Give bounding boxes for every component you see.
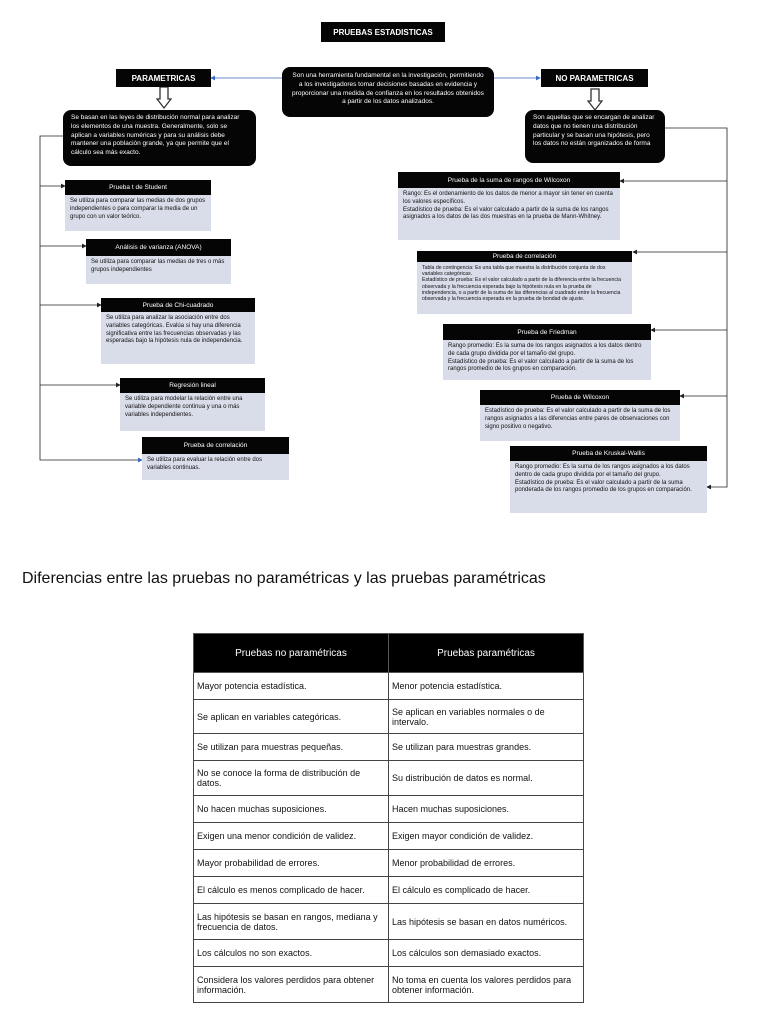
table-cell: No se conoce la forma de distribución de datos.	[194, 761, 389, 796]
table-row	[194, 967, 584, 1003]
comparison-table	[193, 633, 584, 1003]
table-cell: Su distribución de datos es normal.	[389, 761, 584, 796]
table-cell: Mayor probabilidad de errores.	[194, 850, 389, 877]
table-row	[194, 823, 584, 850]
table-cell: Considera los valores perdidos para obtener información.	[194, 967, 389, 1003]
test-name-suma-rangos-wilcoxon: Prueba de la suma de rangos de Wilcoxon	[398, 172, 620, 188]
intro-box: Son una herramienta fundamental en la investigación, permitiendo a los investigadores tomar decisiones basadas en evidencia y proporcionar una medida de confianza en los resultados obtenidos a partir de los datos analizados.	[282, 67, 494, 117]
table-row	[194, 761, 584, 796]
table-row	[194, 940, 584, 967]
table-cell: Exigen una menor condición de validez.	[194, 823, 389, 850]
table-cell: Se utilizan para muestras grandes.	[389, 734, 584, 761]
table-row	[194, 673, 584, 700]
test-desc-t-student: Se utiliza para comparar las medias de dos grupos independientes o para comparar la media de un grupo con un valor teórico.	[65, 195, 211, 231]
table-cell: Hacen muchas suposiciones.	[389, 796, 584, 823]
down-arrow-icon	[587, 88, 603, 112]
table-row	[194, 700, 584, 734]
table-row	[194, 850, 584, 877]
test-desc-chi-cuadrado: Se utiliza para analizar la asociación entre dos variables categóricas. Evalúa si hay una diferencia significativa entre las frecuencias observadas y las esperadas bajo la hipótesis nula de independencia.	[101, 312, 255, 364]
table-row	[194, 877, 584, 904]
table-cell: El cálculo es menos complicado de hacer.	[194, 877, 389, 904]
test-name-wilcoxon: Prueba de Wilcoxon	[480, 390, 680, 405]
down-arrow-icon	[156, 86, 172, 110]
test-name-chi-cuadrado: Prueba de Chi-cuadrado	[101, 298, 255, 312]
table-cell: El cálculo es complicado de hacer.	[389, 877, 584, 904]
table-row	[194, 796, 584, 823]
table-row	[194, 734, 584, 761]
test-name-t-student: Prueba t de Student	[65, 180, 211, 195]
table-cell: Se aplican en variables normales o de intervalo.	[389, 700, 584, 734]
header-parametricas: Pruebas paramétricas	[389, 634, 584, 673]
test-name-regresion-lineal: Regresión lineal	[120, 378, 265, 393]
test-desc-friedman: Rango promedio: Es la suma de los rangos asignados a los datos dentro de cada grupo dividida por el tamaño del grupo. Estadístico de prueba: Es el valor calculado a partir de la suma de los rangos promedio de los grupos en comparación.	[443, 340, 651, 380]
diagram-title: PRUEBAS ESTADISTICAS	[321, 22, 445, 42]
table-cell: Exigen mayor condición de validez.	[389, 823, 584, 850]
table-row	[194, 904, 584, 940]
header-no-parametricas: Pruebas no paramétricas	[194, 634, 389, 673]
test-desc-wilcoxon: Estadístico de prueba: Es el valor calculado a partir de la suma de los rangos asignados a las diferencias entre pares de observaciones con signo positivo o negativo.	[480, 405, 680, 441]
table-cell: Se utilizan para muestras pequeñas.	[194, 734, 389, 761]
test-name-friedman: Prueba de Friedman	[443, 324, 651, 340]
table-cell: No hacen muchas suposiciones.	[194, 796, 389, 823]
parametricas-header: PARAMETRICAS	[116, 69, 211, 87]
comparison-section-title: Diferencias entre las pruebas no paramétricas y las pruebas paramétricas	[22, 570, 546, 587]
no-parametricas-header: NO PARAMETRICAS	[541, 69, 648, 87]
test-desc-regresion-lineal: Se utiliza para modelar la relación entre una variable dependiente continua y una o más variables independientes.	[120, 393, 265, 431]
no-parametricas-description: Son aquellas que se encargan de analizar datos que no tienen una distribución particular y se basan una hipótesis, pero los datos no están organizados de forma	[525, 110, 665, 163]
test-desc-correlacion-noparam: Tabla de contingencia: Es una tabla que muestra la distribución conjunta de dos variables categóricas. Estadístico de prueba: Es el valor calculado a partir de la diferencia entre la frecuencia observada y la frecuencia esperada bajo la hipótesis nula en la prueba de independencia, o a partir de la suma de las diferencias al cuadrado entre la frecuencia observada y la frecuencia esperada en la prueba de bondad de ajuste.	[417, 262, 632, 314]
test-desc-kruskal-wallis: Rango promedio: Es la suma de los rangos asignados a los datos dentro de cada grupo dividida por el tamaño del grupo. Estadístico de prueba: Es el valor calculado a partir de la suma ponderada de los rangos promedio de los grupos en comparación.	[510, 461, 707, 513]
test-desc-correlacion-param: Se utiliza para evaluar la relación entre dos variables continuas.	[142, 454, 289, 480]
test-name-correlacion-noparam: Prueba de correlación	[417, 251, 632, 262]
test-desc-anova: Se utiliza para comparar las medias de tres o más grupos independientes	[86, 256, 231, 284]
parametricas-description: Se basan en las leyes de distribución normal para analizar los elementos de una muestra. Generalmente, solo se aplican a variables numéricas y para su análisis debe mantener una población grande, ya que permite que el cálculo sea más exacto.	[63, 110, 256, 166]
table-cell: Los cálculos son demasiado exactos.	[389, 940, 584, 967]
table-cell: No toma en cuenta los valores perdidos para obtener información.	[389, 967, 584, 1003]
table-cell: Mayor potencia estadística.	[194, 673, 389, 700]
table-cell: Las hipótesis se basan en rangos, mediana y frecuencia de datos.	[194, 904, 389, 940]
table-cell: Menor potencia estadística.	[389, 673, 584, 700]
table-cell: Los cálculos no son exactos.	[194, 940, 389, 967]
table-cell: Las hipótesis se basan en datos numéricos.	[389, 904, 584, 940]
test-name-correlacion-param: Prueba de correlación	[142, 437, 289, 454]
table-cell: Se aplican en variables categóricas.	[194, 700, 389, 734]
test-name-kruskal-wallis: Prueba de Kruskal-Wallis	[510, 446, 707, 461]
table-cell: Menor probabilidad de errores.	[389, 850, 584, 877]
test-name-anova: Análisis de varianza (ANOVA)	[86, 239, 231, 256]
test-desc-suma-rangos-wilcoxon: Rango: Es el ordenamiento de los datos de menor a mayor sin tener en cuenta los valores específicos. Estadístico de prueba: Es el valor calculado a partir de la suma de los rangos asignados a los datos de las dos muestras en la prueba de Mann-Whitney.	[398, 188, 620, 240]
table-header-row	[194, 634, 584, 673]
